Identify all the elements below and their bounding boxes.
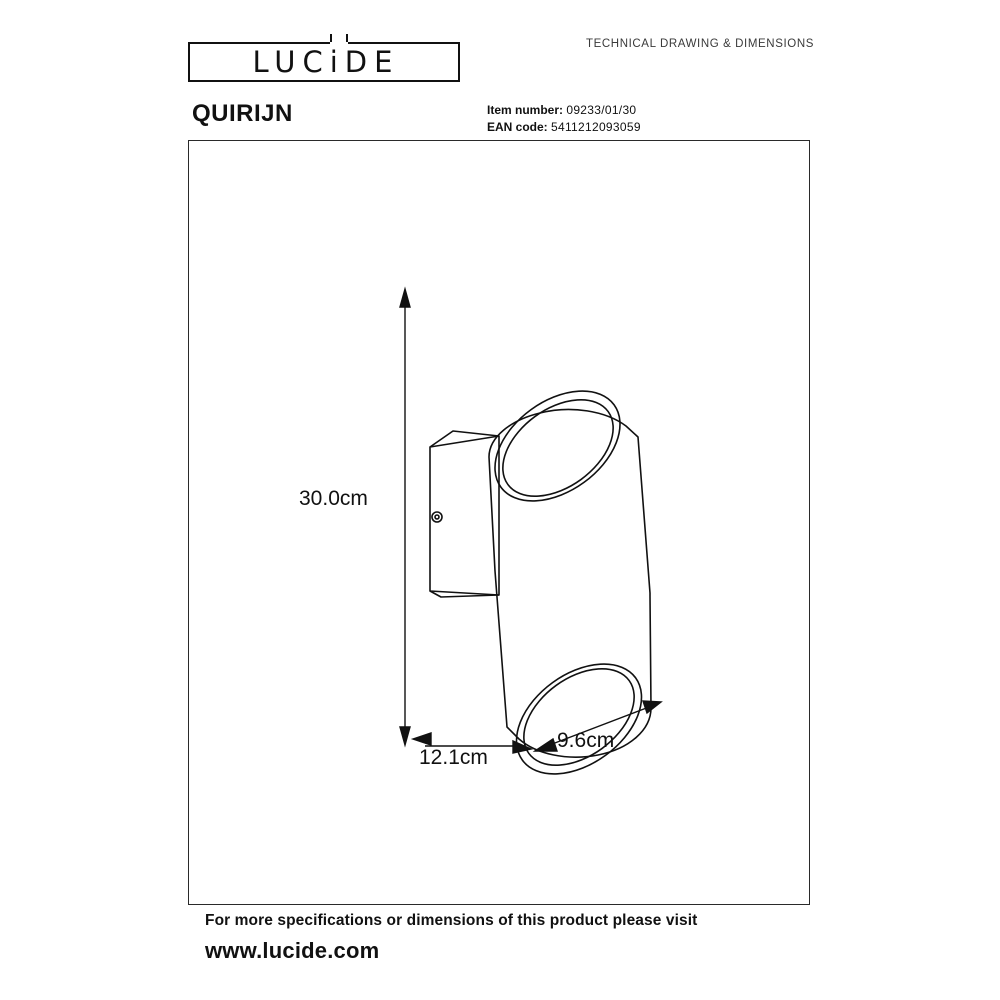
- depth-dimension-label: 9.6cm: [557, 729, 615, 752]
- product-name: QUIRIJN: [192, 100, 293, 127]
- height-dimension-label: 30.0cm: [299, 487, 368, 510]
- width-dimension-label: 12.1cm: [419, 746, 488, 769]
- logo-notch-decoration: [330, 34, 348, 44]
- technical-drawing-title: TECHNICAL DRAWING & DIMENSIONS: [586, 38, 814, 50]
- brand-logo-text: LUCiDE: [252, 45, 400, 79]
- height-dimension-line: [400, 289, 410, 745]
- website-link[interactable]: www.lucide.com: [205, 938, 380, 963]
- ean-code-row: [487, 119, 641, 136]
- item-number-label: Item number:: [487, 103, 564, 117]
- item-number-row: [487, 102, 641, 119]
- ean-code-label: EAN code:: [487, 120, 548, 134]
- ean-code-value: 5411212093059: [551, 120, 641, 134]
- brand-logo: [188, 42, 460, 82]
- product-technical-drawing: [189, 141, 811, 906]
- technical-drawing-frame: [188, 140, 810, 905]
- item-number-value: 09233/01/30: [566, 103, 637, 117]
- footer-text: For more specifications or dimensions of this product please visit: [205, 912, 698, 929]
- document-header: [0, 0, 1000, 140]
- product-codes: [487, 102, 641, 136]
